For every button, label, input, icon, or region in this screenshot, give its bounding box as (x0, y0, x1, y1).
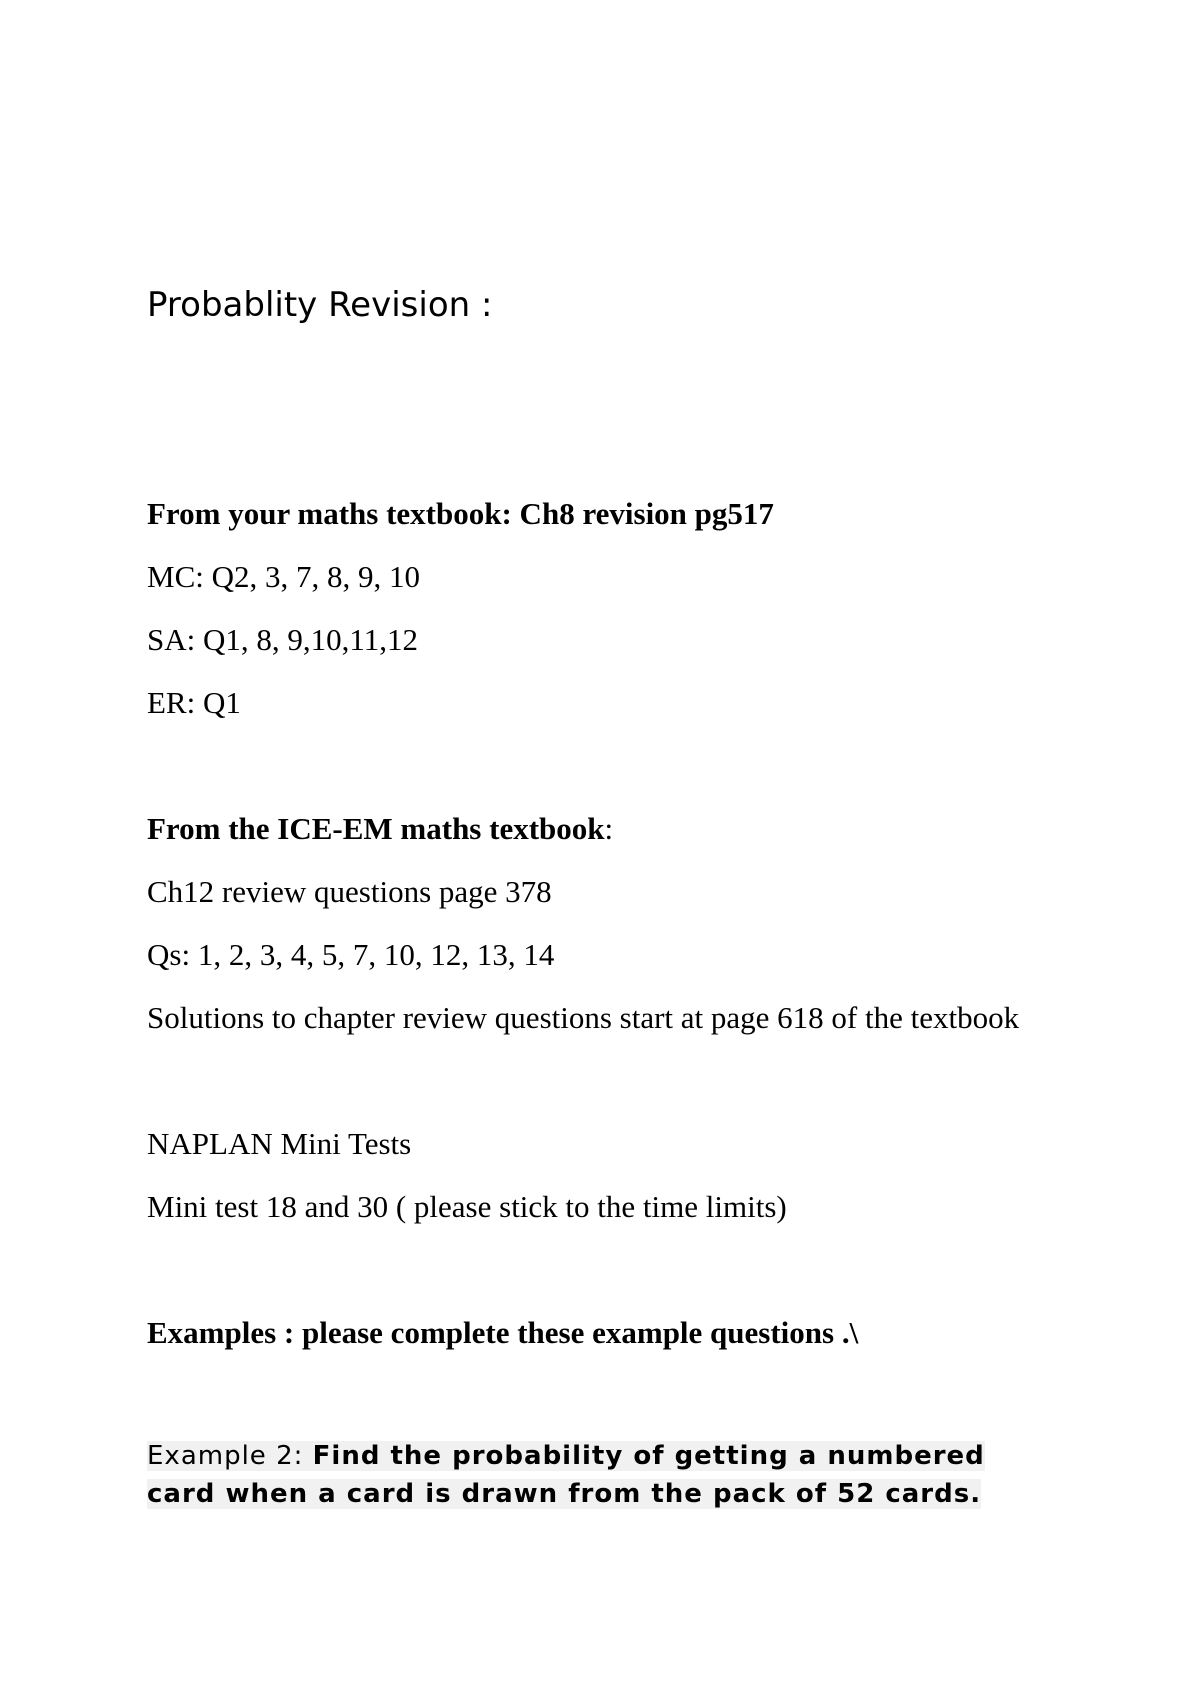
example-2-line1: Find the probability of getting a numbered (312, 1441, 985, 1471)
section2-heading-colon: : (604, 811, 614, 846)
section2-line-solutions: Solutions to chapter review questions start at page 618 of the textbook (147, 1000, 1020, 1035)
example-2-block (147, 1437, 1027, 1513)
section2-heading-bold: From the ICE-EM maths textbook (147, 811, 605, 846)
section1-heading: From your maths textbook: Ch8 revision pg517 (147, 496, 774, 531)
section2-heading (147, 811, 613, 847)
example-2-line2: card when a card is drawn from the pack of 52 cards. (147, 1479, 982, 1509)
section3-heading: NAPLAN Mini Tests (147, 1126, 412, 1161)
section1-line-er: ER: Q1 (147, 685, 241, 720)
section2-line-questions: Qs: 1, 2, 3, 4, 5, 7, 10, 12, 13, 14 (147, 937, 555, 972)
examples-heading: Examples : please complete these example questions .\ (147, 1315, 859, 1350)
document-title: Probablity Revision : (147, 285, 493, 325)
section1-line-sa: SA: Q1, 8, 9,10,11,12 (147, 622, 418, 657)
example-2-label: Example 2: (147, 1441, 313, 1471)
section1-line-mc: MC: Q2, 3, 7, 8, 9, 10 (147, 559, 420, 594)
section3-line-minitest: Mini test 18 and 30 ( please stick to the time limits) (147, 1189, 787, 1224)
section2-line-chapter: Ch12 review questions page 378 (147, 874, 552, 909)
